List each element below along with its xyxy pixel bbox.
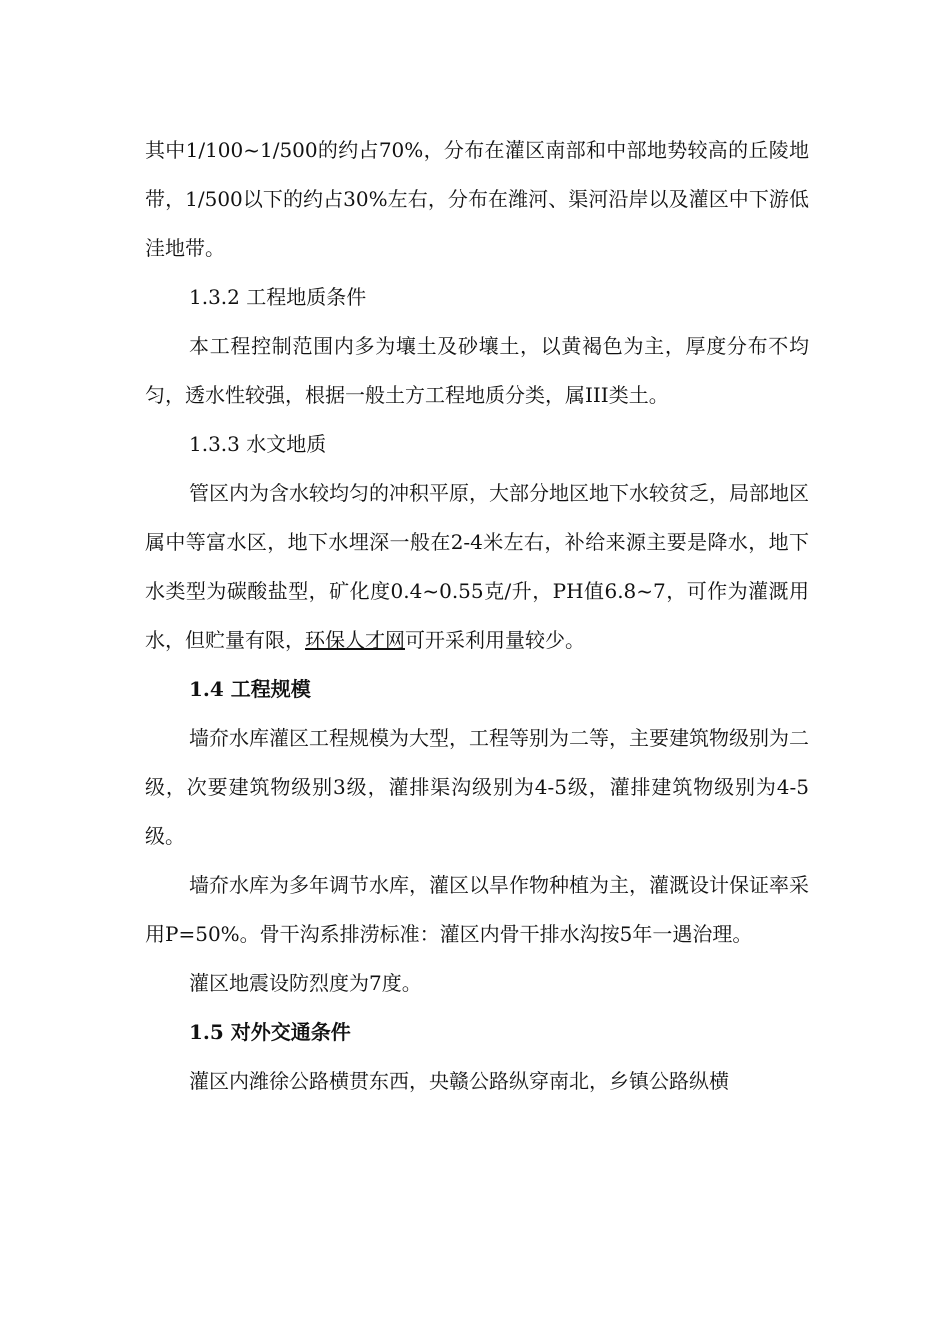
paragraph-transport: 灌区内潍徐公路横贯东西，央赣公路纵穿南北，乡镇公路纵横 bbox=[189, 1069, 729, 1093]
paragraph-hydrogeology bbox=[145, 469, 809, 665]
link-hbrc[interactable]: 环保人才网 bbox=[305, 628, 405, 652]
document-page bbox=[145, 126, 809, 1106]
paragraph-project-scale: 墙夼水库灌区工程规模为大型，工程等别为二等，主要建筑物级别为二级，次要建筑物级别3级，灌排渠沟级别为4-5级，灌排建筑物级别为4-5级。 bbox=[145, 726, 809, 848]
paragraph-reservoir: 墙夼水库为多年调节水库，灌区以旱作物种植为主，灌溉设计保证率采用P=50%。骨干沟系排涝标准：灌区内骨干排水沟按5年一遇治理。 bbox=[145, 873, 809, 946]
hydrogeology-text-after: 可开采利用量较少。 bbox=[405, 628, 585, 652]
paragraph-engineering-geology: 本工程控制范围内多为壤土及砂壤土，以黄褐色为主，厚度分布不均匀，透水性较强，根据一般土方工程地质分类，属III类土。 bbox=[145, 334, 809, 407]
paragraph-seismic: 灌区地震设防烈度为7度。 bbox=[189, 971, 422, 995]
hydrogeology-text-before: 管区内为含水较均匀的冲积平原，大部分地区地下水较贫乏，局部地区属中等富水区，地下水埋深一般在2-4米左右，补给来源主要是降水，地下水类型为碳酸盐型，矿化度0.4~0.55克/升，PH值6.8~7，可作为灌溉用水，但贮量有限， bbox=[145, 481, 809, 652]
heading-1-5: 1.5 对外交通条件 bbox=[189, 1020, 351, 1044]
heading-1-3-3: 1.3.3 水文地质 bbox=[189, 432, 327, 456]
heading-1-4: 1.4 工程规模 bbox=[189, 677, 311, 701]
heading-1-3-2: 1.3.2 工程地质条件 bbox=[189, 285, 367, 309]
paragraph-terrain-slope: 其中1/100~1/500的约占70%，分布在灌区南部和中部地势较高的丘陵地带，1/500以下的约占30%左右，分布在潍河、渠河沿岸以及灌区中下游低洼地带。 bbox=[145, 138, 809, 260]
